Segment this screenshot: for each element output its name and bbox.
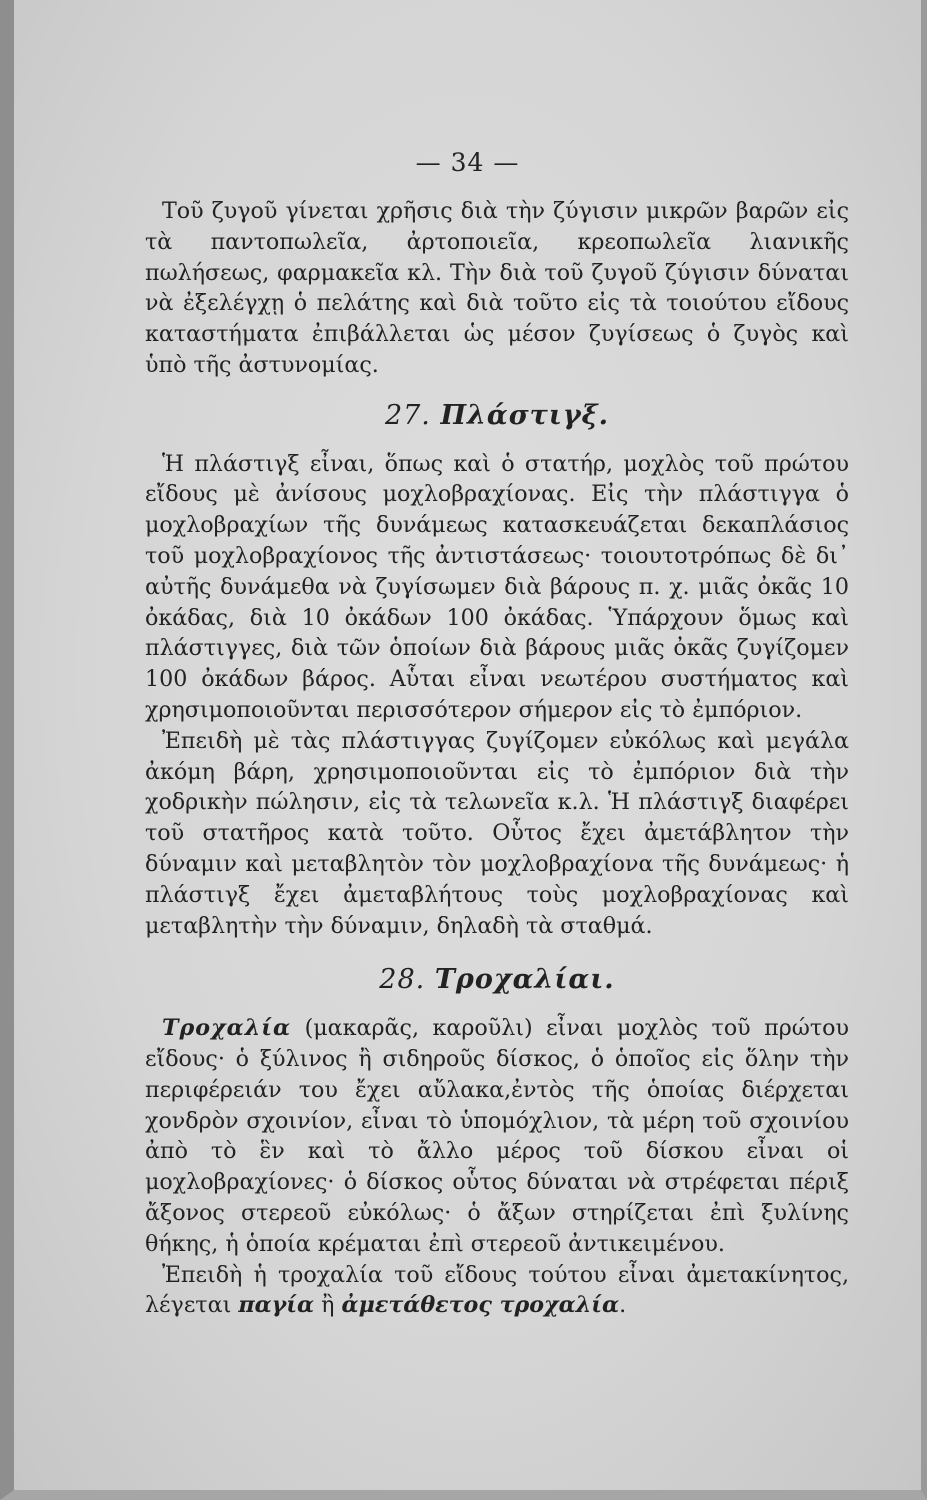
section-28-term-fixed: παγία — [238, 1292, 315, 1319]
section-28-term-immovable: ἀμετάθετος τροχαλία — [341, 1292, 620, 1319]
section-28-title: Τροχαλίαι. — [434, 964, 615, 996]
section-27-title: Πλάστιγξ. — [440, 399, 610, 431]
page-body — [145, 196, 849, 1321]
section-27-paragraph-1: Ἡ πλάστιγξ εἶναι, ὅπως καὶ ὁ στατήρ, μοχλὸς τοῦ πρώτου εἴδους μὲ ἀνίσους μοχλοβραχίονας. Εἰς τὴν πλάστιγγα ὁ μοχλοβραχίων τῆς δυνάμεως κατασκευάζεται δεκαπλάσιος τοῦ μοχλοβραχίονος τῆς ἀντιστάσεως· τοιουτοτρόπως δὲ δι᾽ αὐτῆς δυνάμεθα νὰ ζυγίσωμεν διὰ βάρους π. χ. μιᾶς ὀκᾶς 10 ὀκάδας, διὰ 10 ὀκάδων 100 ὀκάδας. Ὑπάρχουν ὅμως καὶ πλάστιγγες, διὰ τῶν ὁποίων διὰ βάρους μιᾶς ὀκᾶς ζυγίζομεν 100 ὀκάδων βάρος. Αὗται εἶναι νεωτέρου συστήματος καὶ χρησιμοποιοῦνται περισσότερον σήμερον εἰς τὸ ἐμπόριον. — [145, 450, 849, 723]
section-27-heading — [145, 401, 849, 432]
section-28-number: 28. — [379, 964, 426, 996]
section-28-lead-term: Τροχαλία — [162, 1015, 292, 1042]
section-27-paragraph-2: Ἐπειδὴ μὲ τὰς πλάστιγγας ζυγίζομεν εὐκόλως καὶ μεγάλα ἀκόμη βάρη, χρησιμοποιοῦνται εἰς τὸ ἐμπόριον διὰ τὴν χοδρικὴν πώλησιν, εἰς τὰ τελωνεῖα κ.λ. Ἡ πλάστιγξ διαφέρει τοῦ στατῆρος κατὰ τοῦτο. Οὗτος ἔχει ἀμετάβλητον τὴν δύναμιν καὶ μεταβλητὸν τὸν μοχλοβραχίονα τῆς δυνάμεως· ἡ πλάστιγξ ἔχει ἀμεταβλήτους τοὺς μοχλοβραχίονας καὶ μεταβλητὴν τὴν δύναμιν, δηλαδὴ τὰ σταθμά. — [145, 727, 849, 939]
section-28-last-start: Ἐπειδὴ ἡ τροχαλία τοῦ εἴδους τούτου εἶναι ἀμετακίνητος, λέγεται — [145, 1261, 849, 1319]
section-28-lead-rest: (μακαρᾶς, καροῦλι) εἶναι μοχλὸς τοῦ πρώτου εἴδους· ὁ ξύλινος ἢ σιδηροῦς δίσκος, ὁ ὁποῖος εἰς ὅλην τὴν περιφέρειάν του ἔχει αὔλακα,ἐντὸς τῆς ὁποίας διέρχεται χονδρὸν σχοινίον, εἶναι τὸ ὑπομόχλιον, τὰ μέρη τοῦ σχοινίου ἀπὸ τὸ ἓν καὶ τὸ ἄλλο μέρος τοῦ δίσκου εἶναι οἱ μοχλοβραχίονες· ὁ δίσκος οὗτος δύναται νὰ στρέφεται πέριξ ἄξονος στερεοῦ εὐκόλως· ὁ ἄξων στηρίζεται ἐπὶ ξυλίνης θήκης, ἡ ὁποία κρέμαται ἐπὶ στερεοῦ ἀντικειμένου. — [145, 1015, 849, 1257]
section-28-heading — [145, 965, 849, 996]
section-28-paragraph-1 — [145, 1013, 849, 1259]
section-28-last-mid: ἢ — [314, 1292, 342, 1319]
page-number: — 34 — — [415, 148, 520, 177]
section-27-number: 27. — [384, 399, 431, 431]
section-28-last-end: . — [619, 1292, 627, 1319]
intro-paragraph: Τοῦ ζυγοῦ γίνεται χρῆσις διὰ τὴν ζύγισιν μικρῶν βαρῶν εἰς τὰ παντοπωλεῖα, ἀρτοποιεῖα, κρεοπωλεῖα λιανικῆς πωλήσεως, φαρμακεῖα κλ. Τὴν διὰ τοῦ ζυγοῦ ζύγισιν δύναται νὰ ἐξελέγχῃ ὁ πελάτης καὶ διὰ τοῦτο εἰς τὰ τοιούτου εἴδους καταστήματα ἐπιβάλλεται ὡς μέσον ζυγίσεως ὁ ζυγὸς καὶ ὑπὸ τῆς ἀστυνομίας. — [145, 198, 849, 378]
section-28-paragraph-2 — [145, 1260, 849, 1322]
